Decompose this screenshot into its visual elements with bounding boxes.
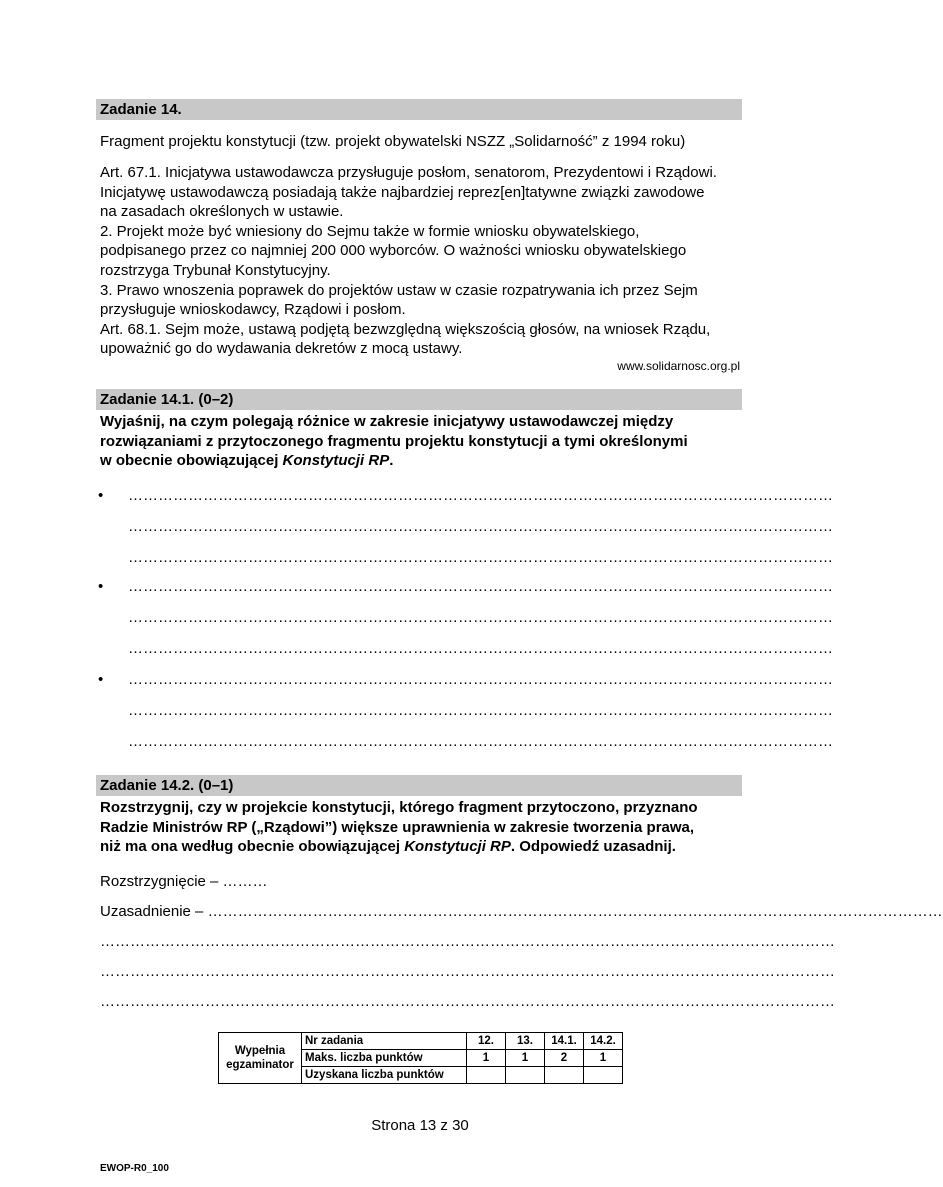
answer-line[interactable]: …………………………………………………………………………………………………………………………… <box>128 609 833 626</box>
score-input-cell[interactable] <box>467 1067 506 1084</box>
source-line: podpisanego przez co najmniej 200 000 wyborców. O ważności wniosku obywatelskiego <box>100 242 687 260</box>
task-14-1-header: Zadanie 14.1. (0–2) <box>96 389 742 410</box>
table-cell: 14.1. <box>545 1033 584 1050</box>
answer-line[interactable]: ………………………………………………………………………………………………………………………………… <box>100 933 835 950</box>
score-table <box>218 1032 623 1084</box>
answer-line[interactable]: …………………………………………………………………………………………………………………………… <box>128 487 833 504</box>
source-citation: www.solidarnosc.org.pl <box>617 359 740 373</box>
question-line <box>100 451 688 471</box>
source-line: Art. 67.1. Inicjatywa ustawodawcza przysługuje posłom, senatorom, Prezydentowi i Rządowi. <box>100 164 717 181</box>
row-label: Nr zadania <box>302 1033 467 1050</box>
exam-code: EWOP-R0_100 <box>100 1163 169 1174</box>
answer-line[interactable]: …………………………………………………………………………………………………………………………… <box>128 549 833 566</box>
answer-line[interactable]: …………………………………………………………………………………………………………………………… <box>128 640 833 657</box>
row-label: Uzyskana liczba punktów <box>302 1067 467 1084</box>
source-line: Inicjatywę ustawodawczą posiadają także najbardziej reprez[en]tatywne związki zawodowe <box>100 183 705 201</box>
decision-field[interactable]: Rozstrzygnięcie – ……… <box>100 873 268 890</box>
page-number: Strona 13 z 30 <box>371 1117 469 1134</box>
answer-line[interactable]: …………………………………………………………………………………………………………………………… <box>128 671 833 688</box>
source-line: upoważnić go do wydawania dekretów z mocą ustawy. <box>100 340 463 358</box>
source-line: 2. Projekt może być wniesiony do Sejmu także w formie wniosku obywatelskiego, <box>100 222 640 240</box>
source-line: Art. 68.1. Sejm może, ustawą podjętą bezwzględną większością głosów, na wniosek Rządu, <box>100 320 711 338</box>
table-cell: 1 <box>506 1050 545 1067</box>
table-cell: 14.2. <box>584 1033 623 1050</box>
question-text: . <box>389 452 394 470</box>
justification-field[interactable] <box>100 903 943 921</box>
answer-line[interactable]: …………………………………………………………………………………………………………………………… <box>128 518 833 535</box>
constitution-title: Konstytucji RP <box>404 838 511 856</box>
table-cell: 2 <box>545 1050 584 1067</box>
score-input-cell[interactable] <box>506 1067 545 1084</box>
task-14-2-header: Zadanie 14.2. (0–1) <box>96 775 742 796</box>
question-line <box>100 837 698 857</box>
question-text: w obecnie obowiązującej <box>100 452 283 470</box>
source-line: na zasadach określonych w ustawie. <box>100 203 344 221</box>
answer-line[interactable]: …………………………………………………………………………………………………………………………… <box>128 733 833 750</box>
examiner-label <box>219 1033 302 1084</box>
table-cell: 1 <box>584 1050 623 1067</box>
question-text: niż ma ona według obecnie obowiązującej <box>100 838 405 856</box>
question-line: Rozstrzygnij, czy w projekcie konstytucji, którego fragment przytoczono, przyznano <box>100 799 698 816</box>
answer-line[interactable]: …………………………………………………………………………………………………………………………… <box>128 578 833 595</box>
source-intro: Fragment projektu konstytucji (tzw. projekt obywatelski NSZZ „Solidarność” z 1994 roku) <box>100 133 686 150</box>
score-input-cell[interactable] <box>545 1067 584 1084</box>
table-cell: 13. <box>506 1033 545 1050</box>
examiner-label-line: Wypełnia <box>234 1045 286 1057</box>
question-line: Radzie Ministrów RP („Rządowi”) większe uprawnienia w zakresie tworzenia prawa, <box>100 818 695 836</box>
question-text: . Odpowiedź uzasadnij. <box>510 838 676 856</box>
source-text <box>100 163 717 359</box>
question-line: rozwiązaniami z przytoczonego fragmentu projektu konstytucji a tymi określonymi <box>100 432 688 450</box>
source-line: przysługuje wnioskodawcy, Rządowi i posłom. <box>100 301 406 319</box>
answer-line[interactable]: ………………………………………………………………………………………………………………………………… <box>100 963 835 980</box>
bullet-icon: • <box>98 671 104 688</box>
row-label: Maks. liczba punktów <box>302 1050 467 1067</box>
answer-line[interactable]: …………………………………………………………………………………………………………………………… <box>128 702 833 719</box>
examiner-label-line: egzaminator <box>226 1059 294 1071</box>
bullet-icon: • <box>98 578 104 595</box>
answer-line[interactable]: ………………………………………………………………………………………………………………………………… <box>100 993 835 1010</box>
task-14-header: Zadanie 14. <box>96 99 742 120</box>
source-line: 3. Prawo wnoszenia poprawek do projektów ustaw w czasie rozpatrywania ich przez Sejm <box>100 281 698 299</box>
justification-dots[interactable]: ………………………………………………………………………………………………………………………………… <box>207 903 943 920</box>
table-row <box>219 1033 623 1050</box>
bullet-icon: • <box>98 487 104 504</box>
task-14-1-question <box>100 412 688 471</box>
table-cell: 1 <box>467 1050 506 1067</box>
source-line: rozstrzyga Trybunał Konstytucyjny. <box>100 261 331 279</box>
justification-label: Uzasadnienie – <box>100 903 208 920</box>
score-input-cell[interactable] <box>584 1067 623 1084</box>
table-cell: 12. <box>467 1033 506 1050</box>
task-14-2-question <box>100 798 698 857</box>
question-line: Wyjaśnij, na czym polegają różnice w zakresie inicjatywy ustawodawczej między <box>100 413 674 430</box>
constitution-title: Konstytucji RP <box>282 452 390 470</box>
